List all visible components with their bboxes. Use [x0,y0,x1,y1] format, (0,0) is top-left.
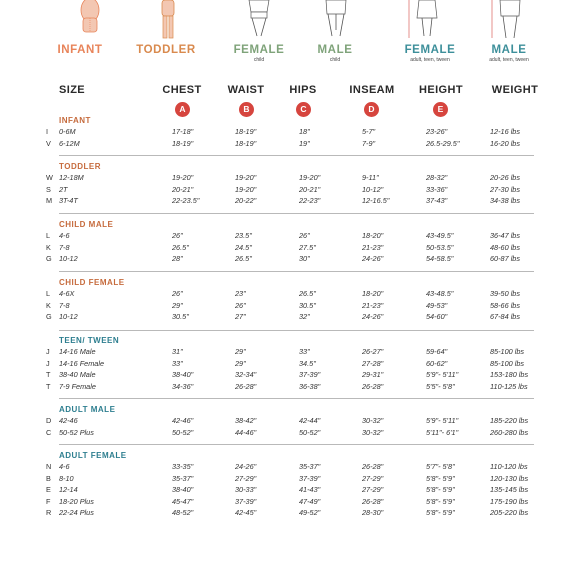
row-size: 3T-4T [59,196,78,205]
cell-hips: 26.5" [299,289,316,298]
row-size: 14-16 Female [59,358,105,368]
cell-inseam: 9-11" [362,173,379,182]
table-row [0,416,580,427]
cell-waist: 38-42" [235,416,257,425]
cell-waist: 24.5" [235,242,252,252]
row-letter: R [46,508,52,517]
male-adult-figure-icon [490,0,530,40]
section-divider [59,398,534,399]
cell-height: 5'8"- 5'9" [426,485,455,494]
row-size: 18-20 Plus [59,496,94,506]
row-letter: T [46,381,51,391]
table-row [0,462,580,473]
cell-hips: 49-52" [299,508,321,517]
row-letter: G [46,254,52,263]
section-title: ADULT FEMALE [59,451,127,460]
cell-chest: 26" [172,289,183,298]
cell-inseam: 10-12" [362,184,384,194]
table-row [0,497,580,508]
category-female-child: FEMALE [233,44,285,56]
header-chest: CHEST [162,84,202,96]
row-size: 4-6X [59,289,75,298]
row-letter: G [46,312,52,321]
cell-waist: 27" [235,312,246,321]
cell-weight: 58-66 lbs [490,300,521,310]
cell-waist: 37-39" [235,496,257,506]
cell-inseam: 21-23" [362,242,384,252]
section-divider [59,444,534,445]
header-inseam: INSEAM [349,84,395,96]
cell-height: 5'9"- 5'11" [426,416,459,425]
table-row [0,231,580,242]
section-title: ADULT MALE [59,405,116,414]
cell-weight: 36-47 lbs [490,231,521,240]
table-row [0,312,580,323]
cell-hips: 33" [299,347,310,356]
cell-hips: 50-52" [299,427,321,437]
row-size: 10-12 [59,254,78,263]
row-size: 22-24 Plus [59,508,94,517]
cell-height: 5'9"- 5'11" [426,370,459,379]
cell-weight: 85-100 lbs [490,358,525,368]
section-title: INFANT [59,116,91,125]
cell-weight: 16-20 lbs [490,138,521,148]
cell-hips: 32" [299,312,310,321]
female-adult-figure-icon [407,0,447,40]
table-row [0,127,580,138]
cell-inseam: 7-9" [362,138,376,148]
table-row [0,185,580,196]
cell-height: 5'8"- 5'9" [426,496,455,506]
cell-waist: 44-46" [235,427,257,437]
cell-inseam: 24-26" [362,312,384,321]
cell-weight: 110-120 lbs [490,462,528,471]
cell-waist: 19-20" [235,184,257,194]
cell-chest: 20-21" [172,184,194,194]
cell-chest: 38-40" [172,370,194,379]
cell-chest: 48-52" [172,508,194,517]
cell-hips: 27.5" [299,242,316,252]
cell-height: 33-36" [426,184,448,194]
cell-chest: 31" [172,347,183,356]
header-size: SIZE [59,84,86,96]
cell-chest: 26.5" [172,242,189,252]
cell-height: 54-60" [426,312,448,321]
cell-weight: 85-100 lbs [490,347,525,356]
cell-waist: 29" [235,347,246,356]
cell-inseam: 30-32" [362,427,384,437]
cell-chest: 42-46" [172,416,194,425]
cell-inseam: 29-31" [362,370,384,379]
row-size: 4-6 [59,231,70,240]
row-letter: D [46,416,52,425]
row-letter: I [46,127,49,136]
cell-weight: 39-50 lbs [490,289,521,298]
row-size: 4-6 [59,462,70,471]
cell-height: 28-32" [426,173,448,182]
cell-height: 5'7"- 5'8" [426,462,455,471]
cell-height: 5'5"- 5'8" [426,381,455,391]
section-divider [59,213,534,214]
cell-hips: 30" [299,254,310,263]
table-row [0,382,580,393]
cell-height: 5'8"- 5'9" [426,473,455,483]
cell-inseam: 18-20" [362,289,384,298]
table-row [0,485,580,496]
cell-height: 5'11"- 6'1" [426,427,459,437]
cell-inseam: 26-27" [362,347,384,356]
cell-chest: 22-23.5" [172,196,200,205]
cell-height: 43-48.5" [426,289,454,298]
cell-inseam: 27-29" [362,473,384,483]
table-row [0,173,580,184]
row-size: 38-40 Male [59,370,96,379]
badge-e: E [433,102,448,117]
cell-chest: 29" [172,300,183,310]
cell-weight: 185-220 lbs [490,416,529,425]
cell-inseam: 26-28" [362,381,384,391]
cell-hips: 22-23" [299,196,321,205]
row-letter: J [46,347,50,356]
table-row [0,359,580,370]
cell-waist: 18-19" [235,138,257,148]
cell-inseam: 18-20" [362,231,384,240]
cell-hips: 47-49" [299,496,321,506]
cell-weight: 48-60 lbs [490,242,521,252]
cell-waist: 26-28" [235,381,257,391]
table-row [0,289,580,300]
cell-chest: 38-40" [172,485,194,494]
cell-height: 50-53.5" [426,242,454,252]
category-male-adult: MALE [491,44,527,56]
cell-inseam: 12-16.5" [362,196,390,205]
cell-waist: 23.5" [235,231,252,240]
row-size: 0-6M [59,127,76,136]
cell-waist: 32-34" [235,370,257,379]
section-title: TEEN/ TWEEN [59,336,120,345]
cell-weight: 34-38 lbs [490,196,521,205]
row-size: 12-18M [59,173,84,182]
category-female-child-sub: child [253,57,265,63]
female-child-figure-icon [239,0,279,40]
row-size: 14-16 Male [59,347,96,356]
cell-chest: 50-52" [172,427,194,437]
category-toddler: TODDLER [136,44,196,56]
row-size: 6-12M [59,138,80,148]
category-male-child: MALE [317,44,353,56]
cell-height: 49-53" [426,300,448,310]
category-female-adult: FEMALE [404,44,456,56]
cell-waist: 19-20" [235,173,257,182]
cell-waist: 30-33" [235,485,257,494]
cell-height: 26.5-29.5" [426,138,460,148]
row-size: 7-8 [59,300,70,310]
table-row [0,139,580,150]
cell-weight: 12-16 lbs [490,127,521,136]
badge-d: D [364,102,379,117]
row-letter: S [46,184,51,194]
cell-hips: 42-44" [299,416,321,425]
cell-hips: 19" [299,138,310,148]
cell-inseam: 28-30" [362,508,384,517]
row-letter: K [46,300,51,310]
section-title: TODDLER [59,162,102,171]
row-size: 7-9 Female [59,381,96,391]
cell-weight: 110-125 lbs [490,381,528,391]
row-letter: V [46,138,51,148]
cell-height: 59-64" [426,347,448,356]
cell-waist: 23" [235,289,246,298]
cell-weight: 60-87 lbs [490,254,521,263]
table-row [0,474,580,485]
row-letter: B [46,473,51,483]
header-height: HEIGHT [419,84,463,96]
cell-weight: 120-130 lbs [490,473,529,483]
row-size: 12-14 [59,485,78,494]
cell-hips: 19-20" [299,173,321,182]
cell-chest: 28" [172,254,183,263]
cell-weight: 260-280 lbs [490,427,529,437]
row-letter: E [46,485,51,494]
section-title: CHILD MALE [59,220,114,229]
cell-height: 54-58.5" [426,254,454,263]
table-row [0,254,580,265]
cell-waist: 18-19" [235,127,257,136]
table-row [0,347,580,358]
row-size: 10-12 [59,312,78,321]
cell-inseam: 21-23" [362,300,384,310]
cell-hips: 37-39" [299,473,321,483]
header-waist: WAIST [227,84,265,96]
section-title: CHILD FEMALE [59,278,125,287]
infant-figure-icon [70,0,110,40]
cell-hips: 18" [299,127,310,136]
cell-height: 60-62" [426,358,448,368]
category-male-child-sub: child [329,57,341,63]
cell-hips: 26" [299,231,310,240]
row-letter: F [46,496,51,506]
cell-weight: 135-145 lbs [490,485,529,494]
cell-chest: 33-35" [172,462,194,471]
toddler-figure-icon [148,0,188,40]
cell-inseam: 5-7" [362,127,376,136]
row-letter: L [46,289,51,298]
table-row [0,243,580,254]
cell-chest: 19-20" [172,173,194,182]
cell-inseam: 27-28" [362,358,384,368]
cell-chest: 34-36" [172,381,194,391]
cell-hips: 34.5" [299,358,316,368]
row-letter: M [46,196,53,205]
cell-weight: 153-180 lbs [490,370,529,379]
cell-height: 23-26" [426,127,448,136]
cell-weight: 27-30 lbs [490,184,521,194]
row-size: 2T [59,184,68,194]
cell-inseam: 24-26" [362,254,384,263]
cell-chest: 17-18" [172,127,194,136]
row-size: 7-8 [59,242,70,252]
cell-waist: 24-26" [235,462,257,471]
header-weight: WEIGHT [491,84,539,96]
row-size: 8-10 [59,473,74,483]
cell-hips: 35-37" [299,462,321,471]
table-row [0,196,580,207]
category-female-adult-sub: adult, teen, tween [410,57,450,63]
badge-c: C [296,102,311,117]
cell-weight: 67-84 lbs [490,312,521,321]
section-divider [59,271,534,272]
cell-height: 43-49.5" [426,231,454,240]
cell-weight: 205-220 lbs [490,508,529,517]
table-row [0,301,580,312]
cell-waist: 29" [235,358,246,368]
row-letter: T [46,370,51,379]
table-row [0,370,580,381]
cell-waist: 42-45" [235,508,257,517]
cell-height: 37-43" [426,196,448,205]
row-letter: J [46,358,50,368]
cell-chest: 33" [172,358,183,368]
cell-inseam: 26-28" [362,496,384,506]
row-letter: N [46,462,52,471]
cell-waist: 26" [235,300,246,310]
cell-waist: 20-22" [235,196,257,205]
table-row [0,508,580,519]
cell-height: 5'8"- 5'9" [426,508,455,517]
cell-weight: 175-190 lbs [490,496,529,506]
badge-b: B [239,102,254,117]
cell-chest: 35-37" [172,473,194,483]
table-row [0,428,580,439]
cell-hips: 36-38" [299,381,321,391]
header-hips: HIPS [289,84,317,96]
row-letter: K [46,242,51,252]
cell-chest: 30.5" [172,312,189,321]
cell-hips: 41-43" [299,485,321,494]
cell-inseam: 30-32" [362,416,384,425]
cell-hips: 30.5" [299,300,316,310]
category-male-adult-sub: adult, teen, tween [489,57,529,63]
male-child-figure-icon [316,0,356,40]
cell-chest: 45-47" [172,496,194,506]
cell-chest: 18-19" [172,138,194,148]
cell-chest: 26" [172,231,183,240]
cell-weight: 20-26 lbs [490,173,521,182]
cell-inseam: 26-28" [362,462,384,471]
row-letter: W [46,173,53,182]
cell-hips: 20-21" [299,184,321,194]
cell-waist: 27-29" [235,473,257,483]
cell-hips: 37-39" [299,370,321,379]
cell-waist: 26.5" [235,254,252,263]
badge-a: A [175,102,190,117]
cell-inseam: 27-29" [362,485,384,494]
section-divider [59,155,534,156]
section-divider [59,330,534,331]
row-size: 42-46 [59,416,78,425]
category-infant: INFANT [57,44,103,56]
row-letter: L [46,231,51,240]
row-size: 50-52 Plus [59,427,94,437]
row-letter: C [46,427,52,437]
